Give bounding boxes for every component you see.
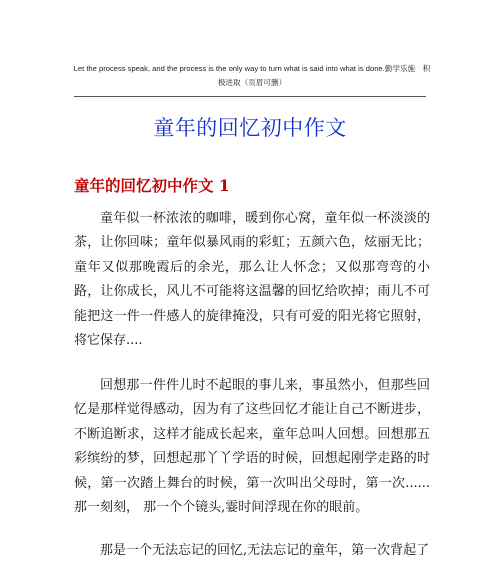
document-title: 童年的回忆初中作文 <box>153 116 347 140</box>
paragraph-3: 那是一个无法忘记的回忆,无法忘记的童年，第一次背起了 <box>100 543 430 558</box>
paragraph-1: 童年似一杯浓浓的咖啡，暖到你心窝，童年似一杯淡淡的茶，让你回味；童年似暴风雨的彩虹；五颜六色，炫丽无比；童年又似那晚霞后的余光，那么让人怀念；又似那弯弯的小路，让你成长，风儿不可能将这温馨的回忆给吹掉；雨儿不可能把这一件一件感人的旋律掩没，只有可爱的阳光将它照射，将它保存.... <box>74 211 430 349</box>
header-divider <box>74 96 426 97</box>
section-heading: 童年的回忆初中作文 1 <box>74 176 230 195</box>
page-header: Let the process speak, and the process is the only way to turn what is said into what is done.勤学乐施 积极进取（页眉可删） <box>73 64 431 87</box>
paragraph-2: 回想那一件件儿时不起眼的事儿来，事虽然小，但那些回忆是那样觉得感动，因为有了这些回忆才能让自己不断进步，不断追断求，这样才能成长起来，童年总叫人回想。回想那五彩缤纷的梦，回想起那丫丫学语的时候，回想起刚学走路的时候，第一次踏上舞台的时候，第一次叫出父母时，第一次......那一刻刻， 那一个个镜头,霎时间浮现在你的眼前。 <box>74 378 430 516</box>
